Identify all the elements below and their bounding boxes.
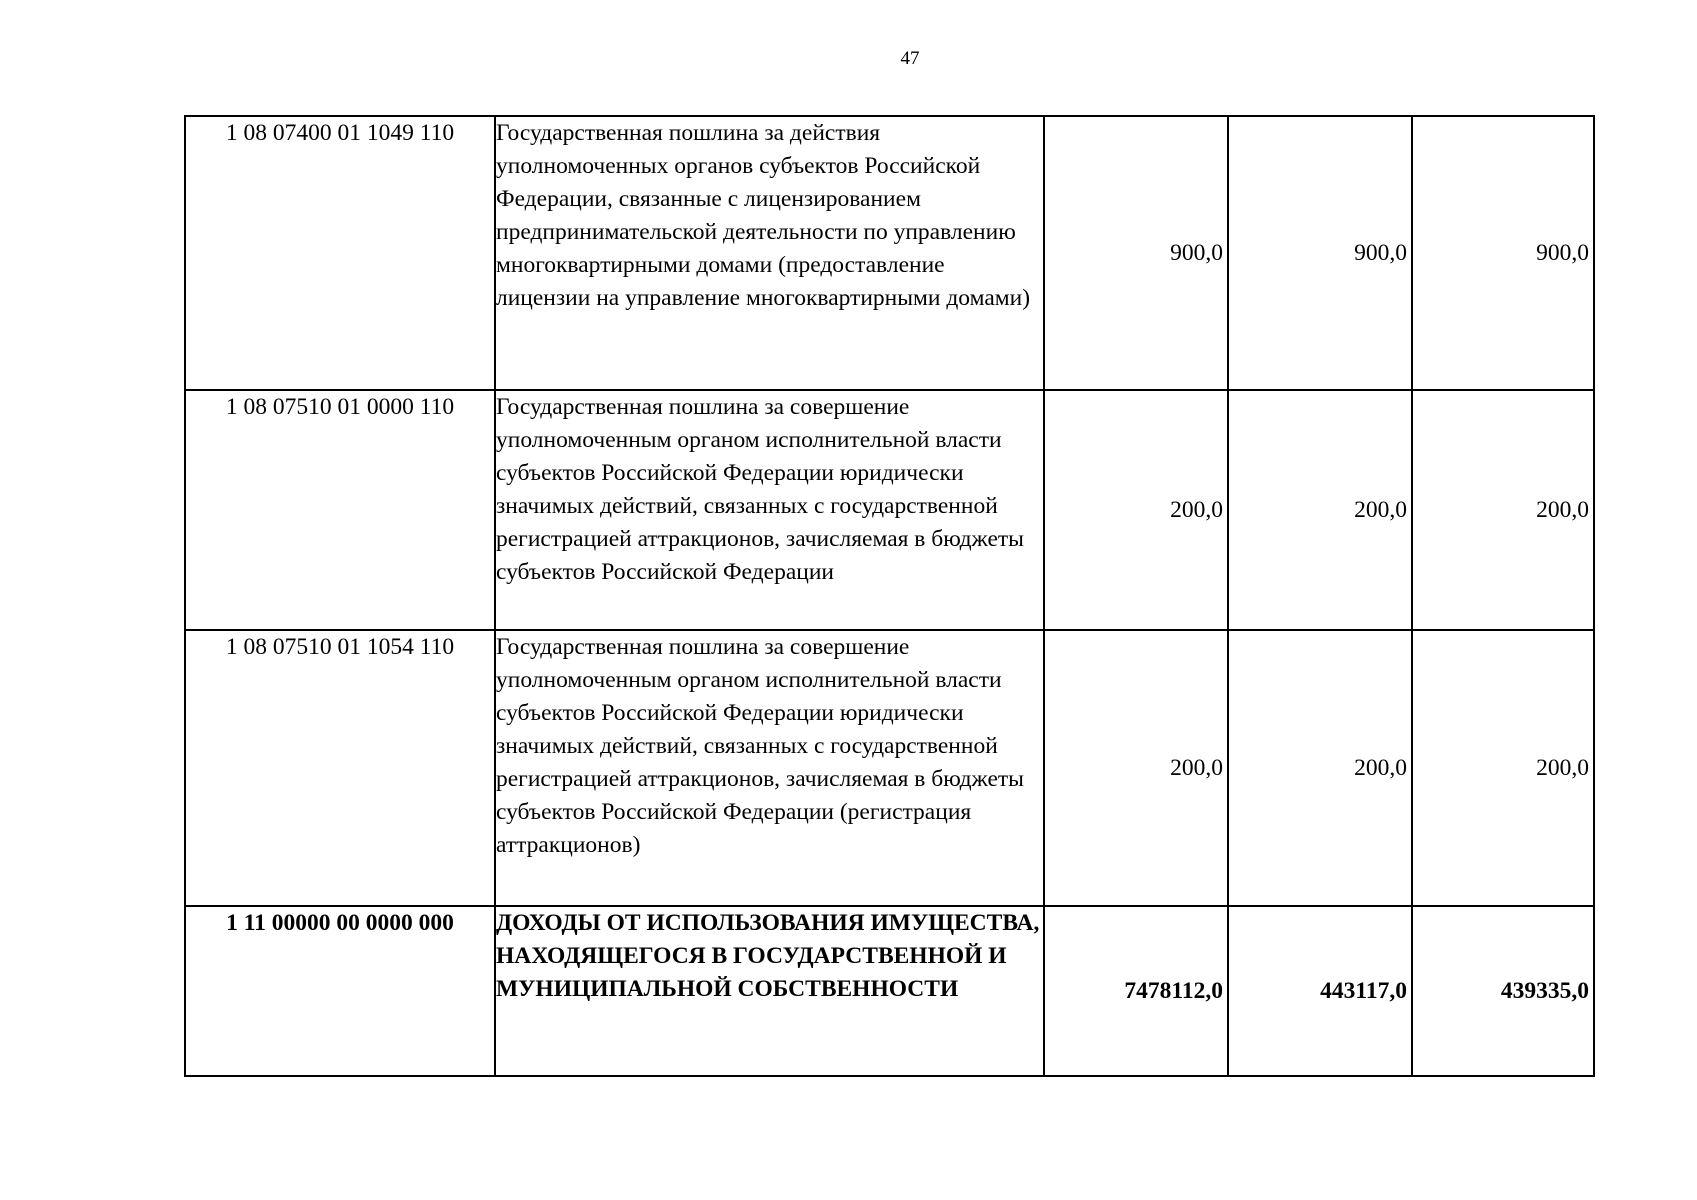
amount-year-3: 200,0 <box>1412 630 1594 906</box>
amount-year-2: 200,0 <box>1228 390 1412 630</box>
amount-year-2: 200,0 <box>1228 630 1412 906</box>
table-row <box>185 116 1594 390</box>
amount-year-3: 900,0 <box>1412 116 1594 390</box>
amount-year-1: 200,0 <box>1044 630 1228 906</box>
table-row <box>185 630 1594 906</box>
revenue-name: Государственная пошлина за совершение уполномоченным органом исполнительной власти субъектов Российской Федерации юридически значимых действий, связанных с государственной регистрацией аттракционов, зачисляемая в бюджеты субъектов Российской Федерации <box>495 390 1044 630</box>
amount-year-2: 900,0 <box>1228 116 1412 390</box>
amount-year-1: 7478112,0 <box>1044 906 1228 1076</box>
revenue-name: ДОХОДЫ ОТ ИСПОЛЬЗОВАНИЯ ИМУЩЕСТВА, НАХОДЯЩЕГОСЯ В ГОСУДАРСТВЕННОЙ И МУНИЦИПАЛЬНОЙ СОБСТВЕННОСТИ <box>495 906 1044 1076</box>
classification-code: 1 11 00000 00 0000 000 <box>185 906 495 1076</box>
revenue-name: Государственная пошлина за совершение уполномоченным органом исполнительной власти субъектов Российской Федерации юридически значимых действий, связанных с государственной регистрацией аттракционов, зачисляемая в бюджеты субъектов Российской Федерации (регистрация аттракционов) <box>495 630 1044 906</box>
amount-year-1: 900,0 <box>1044 116 1228 390</box>
table-row <box>185 390 1594 630</box>
revenue-name: Государственная пошлина за действия уполномоченных органов субъектов Российской Федерации, связанные с лицензированием предпринимательской деятельности по управлению многоквартирными домами (предоставление лицензии на управление многоквартирными домами) <box>495 116 1044 390</box>
budget-revenue-table <box>184 115 1595 1077</box>
classification-code: 1 08 07510 01 1054 110 <box>185 630 495 906</box>
amount-year-1: 200,0 <box>1044 390 1228 630</box>
page-number: 47 <box>900 48 920 69</box>
amount-year-3: 200,0 <box>1412 390 1594 630</box>
table-row-section-total <box>185 906 1594 1076</box>
amount-year-2: 443117,0 <box>1228 906 1412 1076</box>
classification-code: 1 08 07510 01 0000 110 <box>185 390 495 630</box>
amount-year-3: 439335,0 <box>1412 906 1594 1076</box>
classification-code: 1 08 07400 01 1049 110 <box>185 116 495 390</box>
